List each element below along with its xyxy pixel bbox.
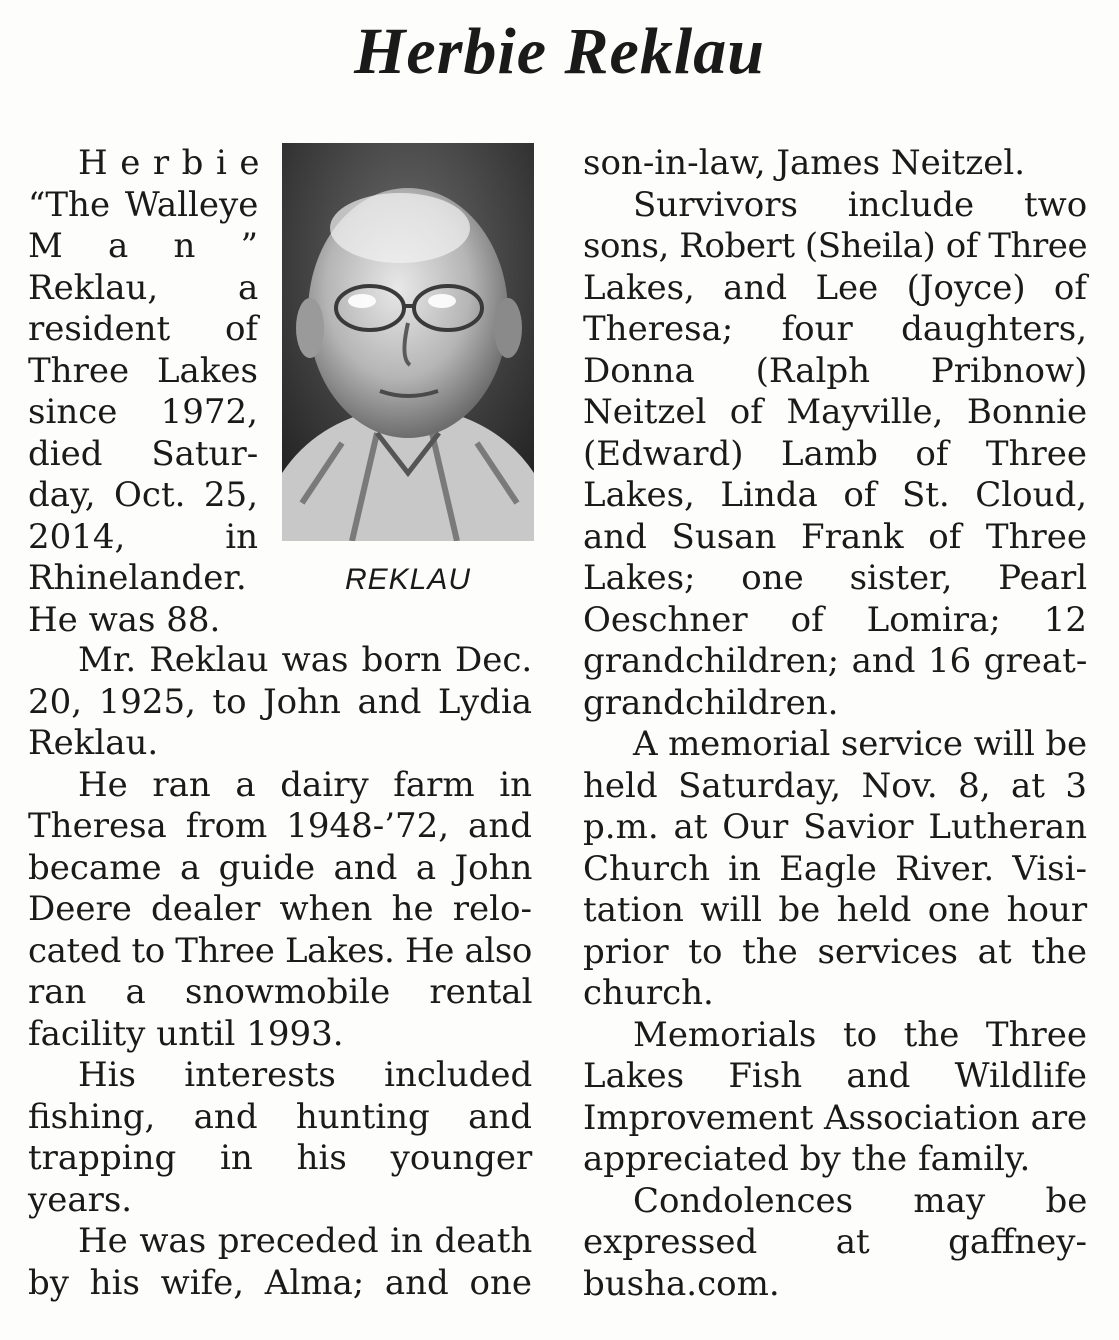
text-line: Donna (Ralph Pribnow)	[583, 350, 1088, 391]
text-line: He was preceded in death	[78, 1221, 533, 1261]
text-line: M a n ”	[28, 226, 258, 266]
text-line: Lakes Fish and Wildlife	[583, 1056, 1087, 1096]
text-line: died Satur-	[28, 433, 259, 474]
portrait-image-icon	[282, 143, 534, 541]
text-line: Lakes; one sister, Pearl	[583, 558, 1088, 598]
text-line: fishing, and hunting and	[28, 1096, 532, 1137]
text-line: Condolences may be	[633, 1180, 1088, 1221]
text-line: He ran a dairy farm in	[78, 764, 532, 805]
text-line: cated to Three Lakes. He also	[28, 930, 532, 971]
text-line: Theresa; four daughters,	[583, 309, 1087, 349]
text-line: grandchildren.	[583, 682, 839, 723]
text-line: Memorials to the Three	[633, 1014, 1087, 1055]
text-line: Lakes, Linda of St. Cloud,	[583, 475, 1088, 515]
text-line: 20, 1925, to John and Lydia	[28, 681, 532, 722]
text-line: “The Walleye	[28, 184, 259, 225]
text-line: Improvement Association are	[583, 1097, 1087, 1138]
text-line: became a guide and a John	[28, 847, 533, 888]
text-line: Mr. Reklau was born Dec.	[78, 640, 533, 680]
headline: Herbie Reklau	[354, 15, 765, 88]
text-line: Rhinelander.	[28, 558, 247, 598]
text-line: church.	[583, 973, 714, 1013]
text-line: held Saturday, Nov. 8, at 3	[583, 765, 1087, 806]
text-line: Deere dealer when he relo-	[28, 889, 532, 929]
text-line: His interests included	[78, 1055, 533, 1095]
text-line: He was 88.	[28, 599, 221, 640]
text-line: Reklau.	[28, 723, 159, 763]
text-line: busha.com.	[583, 1263, 780, 1304]
text-line: ran a snowmobile rental	[28, 972, 533, 1012]
text-line: p.m. at Our Savior Lutheran	[583, 807, 1087, 847]
text-line: Survivors include two	[633, 184, 1088, 225]
text-line: Oeschner of Lomira; 12	[583, 599, 1087, 640]
photo-caption: REKLAU	[344, 563, 472, 596]
text-line: tation will be held one hour	[583, 890, 1088, 930]
text-line: 2014, in	[28, 516, 258, 557]
text-line: son-in-law, James Neitzel.	[583, 143, 1026, 183]
column-left-narrow	[28, 143, 258, 641]
text-line: Church in Eagle River. Visi-	[583, 848, 1087, 889]
text-line: sons, Robert (Sheila) of Three	[583, 226, 1088, 266]
text-line: Three Lakes	[28, 350, 258, 391]
text-line: years.	[28, 1179, 133, 1220]
text-line: (Edward) Lamb of Three	[583, 433, 1087, 474]
text-line: H e r b i e	[78, 143, 258, 183]
text-line: appreciated by the family.	[583, 1139, 1031, 1179]
column-right	[583, 143, 1087, 1305]
portrait-photo	[282, 143, 534, 541]
text-line: by his wife, Alma; and one	[28, 1262, 532, 1303]
text-line: expressed at gaffney-	[583, 1222, 1087, 1262]
text-line: resident of	[28, 309, 259, 349]
text-line: facility until 1993.	[28, 1013, 344, 1054]
text-line: Lakes, and Lee (Joyce) of	[583, 267, 1087, 308]
text-line: grandchildren; and 16 great-	[583, 641, 1088, 681]
text-line: trapping in his younger	[28, 1138, 533, 1178]
text-line: prior to the services at the	[583, 931, 1087, 972]
column-left-wide	[28, 640, 532, 1304]
text-line: since 1972,	[28, 392, 258, 432]
text-line: Reklau, a	[28, 267, 259, 308]
text-line: and Susan Frank of Three	[583, 516, 1087, 557]
text-line: day, Oct. 25,	[28, 475, 258, 515]
text-line: Theresa from 1948-’72, and	[28, 806, 532, 846]
text-line: Neitzel of Mayville, Bonnie	[583, 392, 1088, 432]
text-line: A memorial service will be	[633, 724, 1087, 764]
